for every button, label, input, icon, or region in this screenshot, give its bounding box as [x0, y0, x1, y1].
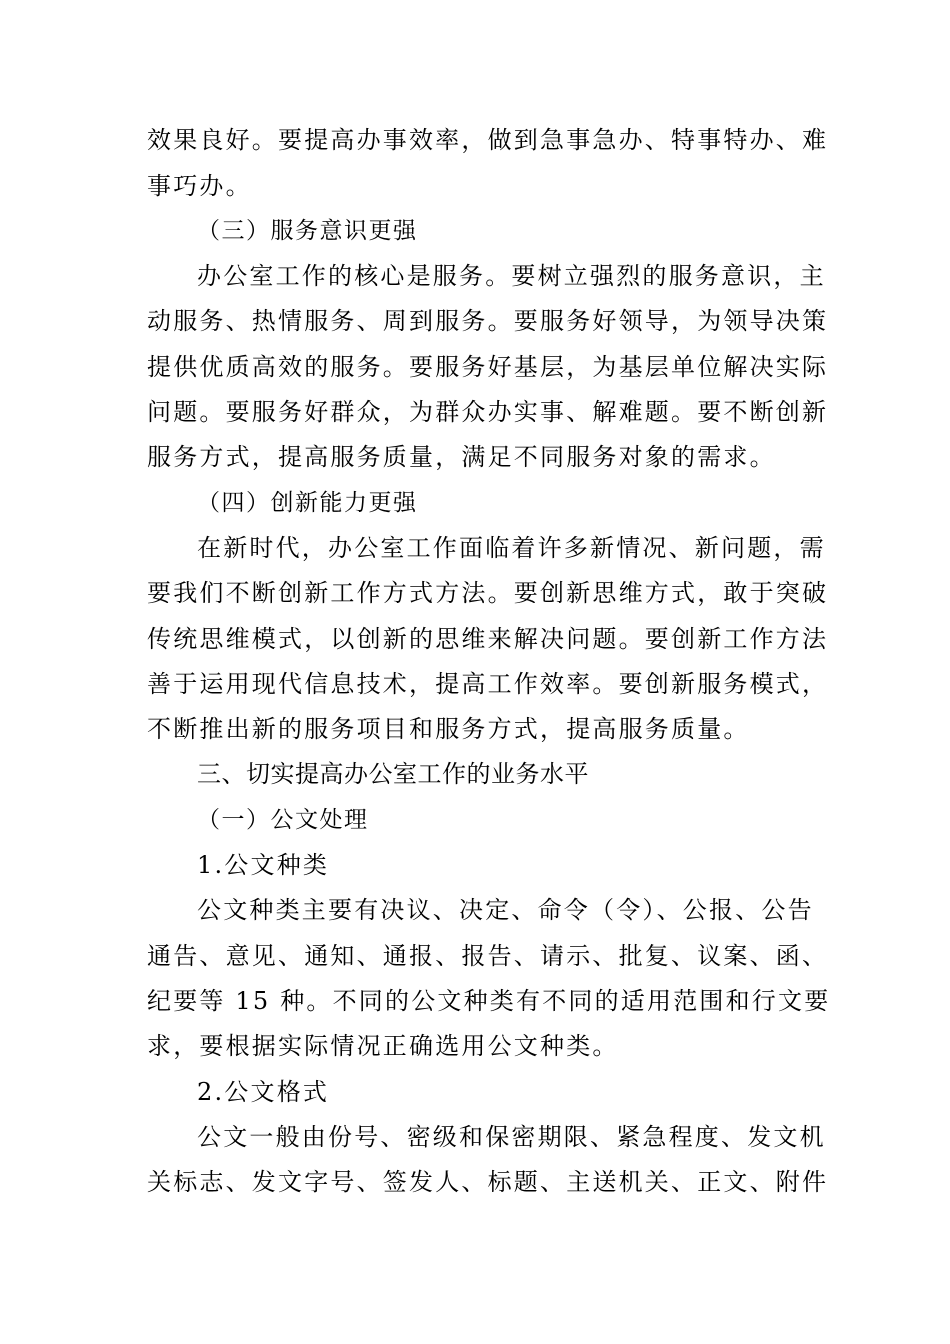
- paragraph-line: 办公室工作的核心是服务。要树立强烈的服务意识，主: [197, 262, 826, 290]
- section-subheading: （四）创新能力更强: [197, 490, 418, 516]
- paragraph-line: 公文一般由份号、密级和保密期限、紧急程度、发文机: [197, 1123, 826, 1151]
- paragraph-line: 通告、意见、通知、通报、报告、请示、批复、议案、函、: [147, 942, 829, 970]
- paragraph-line: 动服务、热情服务、周到服务。要服务好领导，为领导决策: [147, 307, 829, 335]
- paragraph-line: 公文种类主要有决议、决定、命令（令）、公报、公告: [197, 896, 814, 924]
- paragraph-line: 关标志、发文字号、签发人、标题、主送机关、正文、附件: [147, 1168, 829, 1196]
- section-subheading: （三）服务意识更强: [197, 218, 418, 244]
- paragraph-line: 事巧办。: [147, 172, 252, 200]
- paragraph-line: 问题。要服务好群众，为群众办实事、解难题。要不断创新: [147, 398, 829, 426]
- numbered-subheading: 1.公文种类: [197, 851, 330, 879]
- paragraph-line: 服务方式，提高服务质量，满足不同服务对象的需求。: [147, 443, 776, 471]
- paragraph-line: 传统思维模式，以创新的思维来解决问题。要创新工作方法: [147, 625, 829, 653]
- section-subheading: （一）公文处理: [197, 807, 369, 833]
- paragraph-line: 不断推出新的服务项目和服务方式，提高服务质量。: [147, 715, 750, 743]
- paragraph-line: 纪要等 15 种。不同的公文种类有不同的适用范围和行文要: [147, 987, 831, 1015]
- section-heading: 三、切实提高办公室工作的业务水平: [197, 760, 589, 788]
- paragraph-line: 善于运用现代信息技术，提高工作效率。要创新服务模式，: [147, 670, 829, 698]
- numbered-subheading: 2.公文格式: [197, 1078, 330, 1106]
- paragraph-line: 要我们不断创新工作方式方法。要创新思维方式，敢于突破: [147, 579, 829, 607]
- paragraph-line: 提供优质高效的服务。要服务好基层，为基层单位解决实际: [147, 353, 829, 381]
- paragraph-line: 在新时代，办公室工作面临着许多新情况、新问题，需: [197, 534, 826, 562]
- paragraph-line: 效果良好。要提高办事效率，做到急事急办、特事特办、难: [147, 126, 829, 154]
- paragraph-line: 求，要根据实际情况正确选用公文种类。: [147, 1032, 619, 1060]
